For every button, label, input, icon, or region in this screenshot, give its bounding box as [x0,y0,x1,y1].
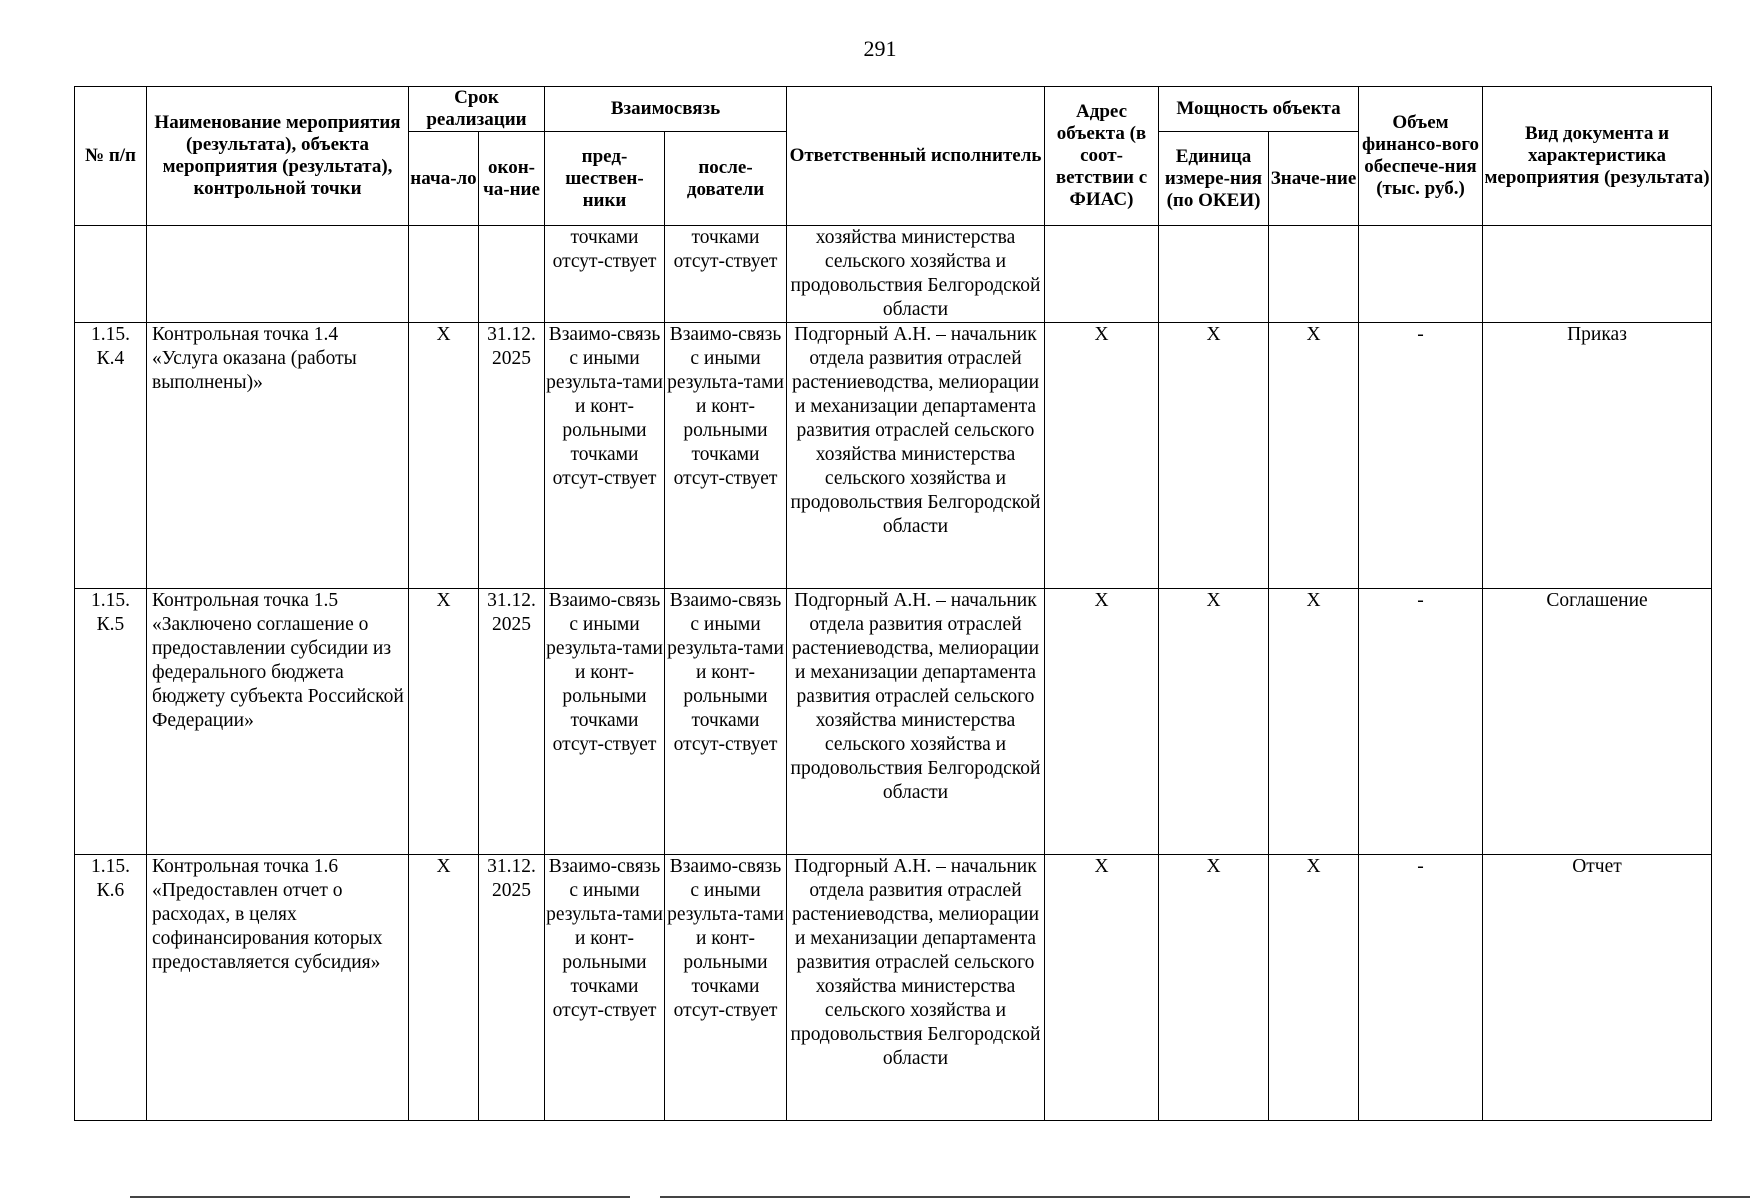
header-unit: Единица измере-ния (по ОКЕИ) [1159,132,1269,226]
row-name: Контрольная точка 1.5 «Заключено соглашение о предоставлении субсидии из федерального бюджета бюджету субъекта Российской Федерации» [147,589,409,855]
header-link-next: после-дователи [665,132,787,226]
table-row-continuation [75,226,1712,323]
header-responsible: Ответственный исполнитель [787,87,1045,226]
row-next: Взаимо-связь с иными результа-тами и конт-рольными точками отсут-ствует [665,589,787,855]
row-prev: Взаимо-связь с иными результа-тами и конт-рольными точками отсут-ствует [545,323,665,589]
page-number: 291 [863,36,897,61]
row-prev: Взаимо-связь с иными результа-тами и конт-рольными точками отсут-ствует [545,855,665,1121]
table-row [75,323,1712,589]
row-unit: Х [1159,589,1269,855]
cont-name [147,226,409,323]
row-name: Контрольная точка 1.6 «Предоставлен отчет о расходах, в целях софинансирования которых предоставляется субсидия» [147,855,409,1121]
row-address: Х [1045,589,1159,855]
row-responsible: Подгорный А.Н. – начальник отдела развития отраслей растениеводства, мелиорации и механизации департамента развития отраслей сельского хозяйства министерства сельского хозяйства и продовольствия Белгородской области [787,855,1045,1121]
row-responsible: Подгорный А.Н. – начальник отдела развития отраслей растениеводства, мелиорации и механизации департамента развития отраслей сельского хозяйства министерства сельского хозяйства и продовольствия Белгородской области [787,323,1045,589]
table-row [75,855,1712,1121]
row-end: 31.12. 2025 [479,589,545,855]
cont-next: точками отсут-ствует [665,226,787,323]
row-start: Х [409,323,479,589]
row-num: 1.15. К.4 [75,323,147,589]
header-name: Наименование мероприятия (результата), объекта мероприятия (результата), контрольной точки [147,87,409,226]
header-finance: Объем финансо-вого обеспече-ния (тыс. руб.) [1359,87,1483,226]
cont-unit [1159,226,1269,323]
row-finance: - [1359,589,1483,855]
cont-value [1269,226,1359,323]
header-address: Адрес объекта (в соот-ветствии с ФИАС) [1045,87,1159,226]
row-address: Х [1045,323,1159,589]
row-num: 1.15. К.5 [75,589,147,855]
row-doc: Отчет [1483,855,1712,1121]
row-address: Х [1045,855,1159,1121]
header-capacity: Мощность объекта [1159,87,1359,132]
row-unit: Х [1159,323,1269,589]
row-value: Х [1269,589,1359,855]
header-link: Взаимосвязь [545,87,787,132]
row-prev: Взаимо-связь с иными результа-тами и конт-рольными точками отсут-ствует [545,589,665,855]
cont-start [409,226,479,323]
header-num: № п/п [75,87,147,226]
header-term-start: нача-ло [409,132,479,226]
header-link-prev: пред-шествен-ники [545,132,665,226]
cont-prev: точками отсут-ствует [545,226,665,323]
row-name: Контрольная точка 1.4 «Услуга оказана (работы выполнены)» [147,323,409,589]
row-next: Взаимо-связь с иными результа-тами и конт-рольными точками отсут-ствует [665,855,787,1121]
row-finance: - [1359,323,1483,589]
scan-edge-line [660,1196,1750,1198]
cont-finance [1359,226,1483,323]
row-end: 31.12. 2025 [479,323,545,589]
header-term-end: окон-ча-ние [479,132,545,226]
row-doc: Приказ [1483,323,1712,589]
row-finance: - [1359,855,1483,1121]
row-end: 31.12. 2025 [479,855,545,1121]
header-term: Срок реализации [409,87,545,132]
cont-num [75,226,147,323]
cont-responsible: хозяйства министерства сельского хозяйства и продовольствия Белгородской области [787,226,1045,323]
cont-doc [1483,226,1712,323]
row-doc: Соглашение [1483,589,1712,855]
row-start: Х [409,855,479,1121]
row-unit: Х [1159,855,1269,1121]
header-doc: Вид документа и характеристика мероприятия (результата) [1483,87,1712,226]
measures-table [74,86,1712,1121]
cont-address [1045,226,1159,323]
cont-end [479,226,545,323]
table-row [75,589,1712,855]
row-start: Х [409,589,479,855]
header-value: Значе-ние [1269,132,1359,226]
row-num: 1.15. К.6 [75,855,147,1121]
row-value: Х [1269,855,1359,1121]
scan-edge-line [130,1196,630,1198]
row-responsible: Подгорный А.Н. – начальник отдела развития отраслей растениеводства, мелиорации и механизации департамента развития отраслей сельского хозяйства министерства сельского хозяйства и продовольствия Белгородской области [787,589,1045,855]
row-next: Взаимо-связь с иными результа-тами и конт-рольными точками отсут-ствует [665,323,787,589]
row-value: Х [1269,323,1359,589]
